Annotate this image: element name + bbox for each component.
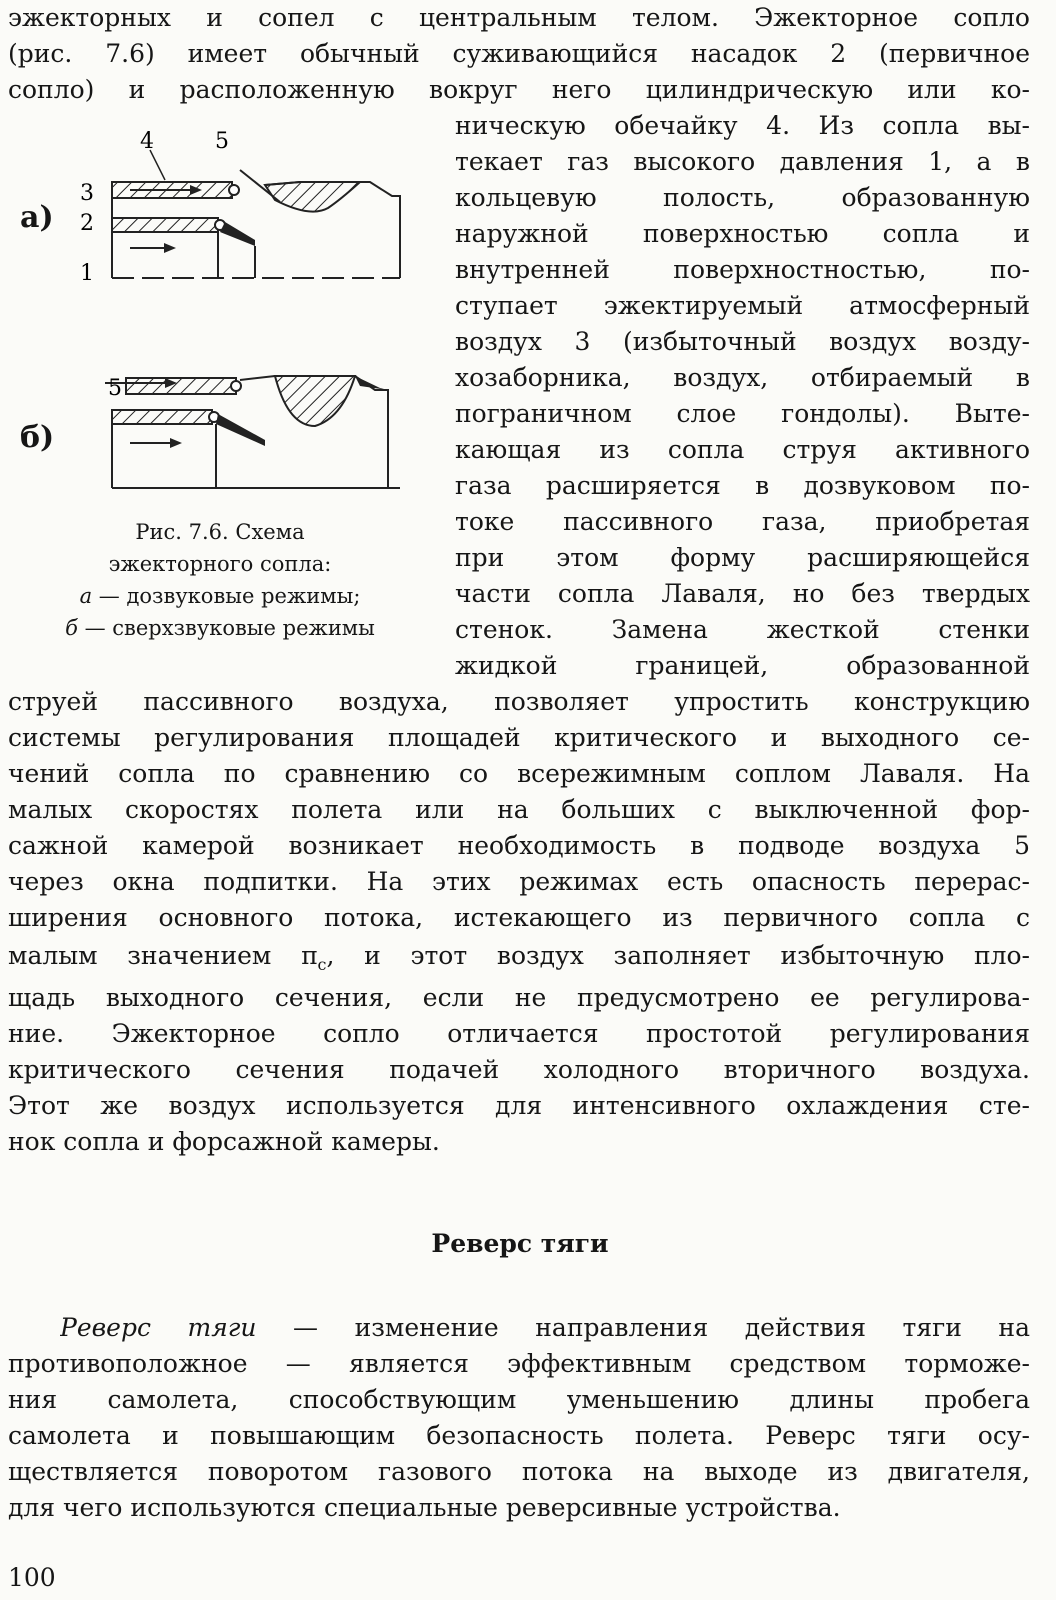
text-line: ширения основного потока, истекающего из первичного сопла с bbox=[8, 903, 1030, 932]
pi-tail: , и этот воздух заполняет избыточную пло- bbox=[326, 941, 1030, 970]
figure-caption-b bbox=[0, 612, 440, 644]
figure-caption-a bbox=[0, 580, 440, 612]
text-line: системы регулирования площадей критического и выходного се- bbox=[8, 723, 1030, 752]
caption-letter: а bbox=[79, 584, 93, 608]
text-line: пограничном слое гондолы). Выте- bbox=[455, 399, 1030, 428]
text-line: хозаборника, воздух, отбираемый в bbox=[455, 363, 1030, 392]
text-line: наружной поверхностью сопла и bbox=[455, 219, 1030, 248]
callout-5: 5 bbox=[215, 130, 229, 154]
text-line: внутренней поверхностностью, по- bbox=[455, 255, 1030, 284]
callout-5-b: 5 bbox=[108, 376, 122, 401]
figure-caption-title: Рис. 7.6. Схема bbox=[135, 520, 305, 544]
text-line: ническую обечайку 4. Из сопла вы- bbox=[455, 111, 1030, 140]
section-heading: Реверс тяги bbox=[431, 1229, 609, 1258]
term-reverse-thrust: Реверс тяги bbox=[60, 1313, 257, 1342]
caption-letter: б bbox=[65, 616, 78, 640]
page-number: 100 bbox=[8, 1563, 56, 1592]
text-line: сажной камерой возникает необходимость в подводе воздуха 5 bbox=[8, 831, 1030, 860]
term-definition: — изменение направления действия тяги на bbox=[256, 1313, 1030, 1342]
text-line: текает газ высокого давления 1, а в bbox=[455, 147, 1030, 176]
text-line: противоположное — является эффективным средством торможе- bbox=[8, 1349, 1030, 1378]
text-line: воздух 3 (избыточный воздух возду- bbox=[455, 327, 1030, 356]
scheme-b bbox=[105, 376, 400, 488]
text-line: ния самолета, способствующим уменьшению длины пробега bbox=[8, 1385, 1030, 1414]
callout-3: 3 bbox=[80, 181, 94, 206]
text-line: критического сечения подачей холодного вторичного воздуха. bbox=[8, 1055, 1030, 1084]
text-line: стенок. Замена жесткой стенки bbox=[455, 615, 1030, 644]
caption-text: — сверхзвуковые режимы bbox=[77, 616, 375, 640]
text-line: эжекторных и сопел с центральным телом. Эжекторное сопло bbox=[8, 3, 1030, 32]
scheme-a bbox=[112, 150, 400, 278]
text-line: Этот же воздух используется для интенсивного охлаждения сте- bbox=[8, 1091, 1030, 1120]
text-line: кающая из сопла струя активного bbox=[455, 435, 1030, 464]
callout-2: 2 bbox=[80, 211, 94, 236]
text-line: кольцевую полость, образованную bbox=[455, 183, 1030, 212]
text-line: малых скоростях полета или на больших с выключенной фор- bbox=[8, 795, 1030, 824]
text-line-pi bbox=[8, 938, 1030, 982]
figure-caption-subtitle: эжекторного сопла: bbox=[108, 552, 332, 576]
text-line: ние. Эжекторное сопло отличается простотой регулирования bbox=[8, 1019, 1030, 1048]
text-line: жидкой границей, образованной bbox=[455, 651, 1030, 680]
figure-label-b: б) bbox=[20, 420, 55, 455]
text-line: сопло) и расположенную вокруг него цилиндрическую или ко- bbox=[8, 75, 1030, 104]
text-line: самолета и повышающим безопасность полета. Реверс тяги осу- bbox=[8, 1421, 1030, 1450]
text-line: при этом форму расширяющейся bbox=[455, 543, 1030, 572]
ejector-nozzle-diagram bbox=[70, 130, 430, 500]
text-line: струей пассивного воздуха, позволяет упростить конструкцию bbox=[8, 687, 1030, 716]
text-line: токе пассивного газа, приобретая bbox=[455, 507, 1030, 536]
text-line: газа расширяется в дозвуковом по- bbox=[455, 471, 1030, 500]
text-line: чений сопла по сравнению со всережимным соплом Лаваля. На bbox=[8, 759, 1030, 788]
text-line: части сопла Лаваля, но без твердых bbox=[455, 579, 1030, 608]
text-line: (рис. 7.6) имеет обычный суживающийся насадок 2 (первичное bbox=[8, 39, 1030, 68]
text-line: ществляется поворотом газового потока на выходе из двигателя, bbox=[8, 1457, 1030, 1486]
pi-subscript: с bbox=[317, 955, 327, 974]
callout-1: 1 bbox=[80, 261, 94, 286]
figure-label-a: а) bbox=[20, 200, 54, 235]
text-line: нок сопла и форсажной камеры. bbox=[8, 1127, 440, 1156]
text-line: для чего используются специальные реверсивные устройства. bbox=[8, 1493, 841, 1522]
caption-text: — дозвуковые режимы; bbox=[92, 584, 361, 608]
pi-text: малым значением π bbox=[8, 941, 318, 970]
callout-4: 4 bbox=[140, 130, 154, 154]
text-line bbox=[60, 1310, 1030, 1346]
text-line: через окна подпитки. На этих режимах есть опасность перерас- bbox=[8, 867, 1030, 896]
text-line: ступает эжектируемый атмосферный bbox=[455, 291, 1030, 320]
text-line: щадь выходного сечения, если не предусмотрено ее регулирова- bbox=[8, 983, 1030, 1012]
